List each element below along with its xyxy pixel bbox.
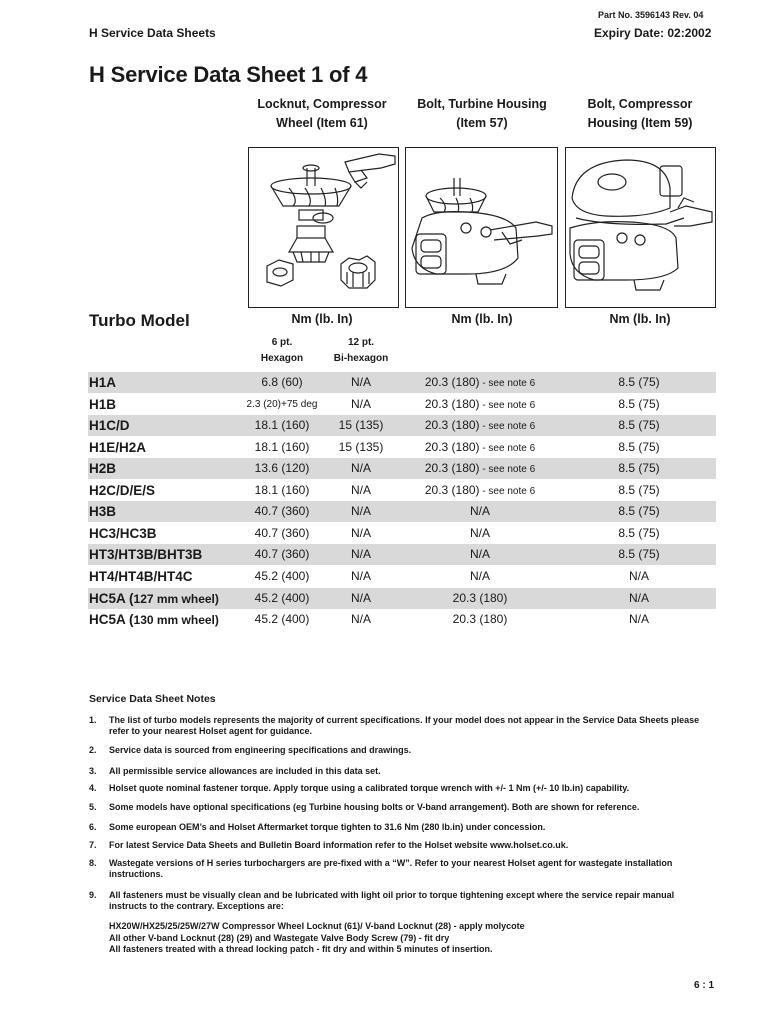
note-text: Wastegate versions of H series turbochargers are pre-fixed with a “W”. Refer to your nearest Holset agent for wastegate installation instructions. — [109, 858, 673, 879]
compressor-housing-drawing — [566, 148, 715, 307]
hexagon-cell: 40.7 (360) — [254, 504, 310, 518]
exception-line: All fasteners treated with a thread locking patch - fit dry and within 5 minutes of insertion. — [109, 944, 493, 954]
column-heading-locknut — [244, 95, 400, 133]
note-number: 1. — [89, 715, 97, 725]
model-cell: HT3/HT3B/BHT3B — [89, 547, 203, 562]
hexagon-cell: 45.2 (400) — [254, 591, 310, 605]
note-number: 3. — [89, 766, 97, 776]
subheading-hexagon — [232, 335, 332, 367]
turbine-bolt-cell — [398, 458, 562, 479]
subheading-line: Bi-hexagon — [333, 353, 389, 364]
note-reference: - see note 6 — [479, 400, 536, 411]
table-row — [88, 394, 716, 415]
note-reference: - see note 6 — [479, 464, 536, 475]
note-text: The list of turbo models represents the majority of current specifications. If your model does not appear in the Service Data Sheets please refer to your nearest Holset agent for guidance. — [109, 715, 700, 736]
bi-hexagon-cell: 15 (135) — [338, 440, 384, 454]
table-row — [88, 523, 716, 544]
bi-hexagon-cell: N/A — [350, 569, 371, 583]
turbine-bolt-cell — [398, 437, 562, 458]
hexagon-cell: 18.1 (160) — [254, 440, 310, 454]
note-number: 7. — [89, 840, 97, 850]
turbine-bolt-cell — [398, 394, 562, 415]
table-row — [88, 458, 716, 479]
note-number: 9. — [89, 890, 97, 900]
bi-hexagon-cell: N/A — [350, 375, 371, 389]
table-row — [88, 501, 716, 522]
column-heading-line: Bolt, Turbine Housing — [417, 97, 547, 111]
turbine-bolt-cell: N/A — [469, 526, 490, 540]
bi-hexagon-cell: N/A — [350, 483, 371, 497]
unit-label-locknut: Nm (lb. In) — [291, 312, 353, 326]
column-heading-line: (Item 57) — [456, 116, 508, 130]
hexagon-cell: 40.7 (360) — [254, 547, 310, 561]
model-name: HC5A ( — [89, 612, 134, 627]
note-number: 5. — [89, 802, 97, 812]
torque-value: 20.3 (180) — [424, 440, 480, 454]
compressor-bolt-cell: 8.5 (75) — [618, 483, 660, 497]
table-row — [88, 437, 716, 458]
unit-label-compressor: Nm (lb. In) — [609, 312, 671, 326]
column-heading-line: Wheel (Item 61) — [276, 116, 368, 130]
bi-hexagon-cell: N/A — [350, 526, 371, 540]
compressor-bolt-cell: 8.5 (75) — [618, 547, 660, 561]
bi-hexagon-cell: 15 (135) — [338, 418, 384, 432]
expiry-date: Expiry Date: 02:2002 — [594, 26, 712, 40]
note-text: For latest Service Data Sheets and Bulletin Board information refer to the Holset website www.holset.co.uk. — [109, 840, 569, 850]
unit-label-turbine: Nm (lb. In) — [451, 312, 513, 326]
exception-line: All other V-band Locknut (28) (29) and Wastegate Valve Body Screw (79) - fit dry — [109, 933, 450, 943]
model-cell: H3B — [89, 504, 117, 519]
compressor-bolt-cell: 8.5 (75) — [618, 461, 660, 475]
model-cell: HT4/HT4B/HT4C — [89, 569, 193, 584]
hexagon-cell: 45.2 (400) — [254, 612, 310, 626]
column-heading-turbine-bolt — [404, 95, 560, 133]
bi-hexagon-cell: N/A — [350, 504, 371, 518]
note-text: Some european OEM’s and Holset Aftermarket torque tighten to 31.6 Nm (280 lb.in) under concession. — [109, 822, 546, 832]
table-row — [88, 480, 716, 501]
torque-value: 20.3 (180) — [424, 397, 480, 411]
column-heading-compressor-bolt — [562, 95, 718, 133]
bi-hexagon-cell: N/A — [350, 397, 371, 411]
compressor-bolt-cell: N/A — [628, 612, 649, 626]
compressor-wheel-drawing — [249, 148, 398, 307]
part-number: Part No. 3596143 Rev. 04 — [598, 10, 704, 20]
wheel-size: 130 mm wheel) — [133, 613, 219, 627]
exception-line: HX20W/HX25/25/25W/27W Compressor Wheel Locknut (61)/ V-band Locknut (28) - apply molycote — [109, 921, 525, 931]
column-heading-line: Locknut, Compressor — [257, 97, 387, 111]
note-text: All fasteners must be visually clean and be lubricated with light oil prior to torque tightening except where the service repair manual instructs to the contrary. Exceptions are: — [109, 890, 675, 911]
compressor-bolt-cell: 8.5 (75) — [618, 440, 660, 454]
torque-value: 20.3 (180) — [424, 375, 480, 389]
table-row — [88, 566, 716, 587]
hexagon-cell: 45.2 (400) — [254, 569, 310, 583]
model-cell: HC3/HC3B — [89, 526, 157, 541]
compressor-bolt-cell: N/A — [628, 569, 649, 583]
compressor-bolt-cell: 8.5 (75) — [618, 397, 660, 411]
note-text: Some models have optional specifications (eg Turbine housing bolts or V-band arrangement). Both are shown for reference. — [109, 802, 640, 812]
model-cell: H2B — [89, 461, 117, 476]
column-heading-line: Bolt, Compressor — [587, 97, 693, 111]
column-heading-line: Housing (Item 59) — [587, 116, 693, 130]
turbine-bolt-cell: N/A — [469, 547, 490, 561]
bi-hexagon-cell: N/A — [350, 547, 371, 561]
note-reference: - see note 6 — [479, 486, 536, 497]
turbo-model-label: Turbo Model — [89, 311, 190, 330]
wheel-size: 127 mm wheel) — [133, 592, 219, 606]
torque-value: 20.3 (180) — [424, 483, 480, 497]
turbine-bolt-cell — [398, 372, 562, 393]
subheading-line: 12 pt. — [347, 337, 375, 348]
turbine-bolt-cell — [398, 480, 562, 501]
hexagon-cell: 18.1 (160) — [254, 418, 310, 432]
subheading-line: Hexagon — [260, 353, 304, 364]
bi-hexagon-cell: N/A — [350, 612, 371, 626]
page-title: H Service Data Sheet 1 of 4 — [89, 62, 368, 87]
model-cell: H1C/D — [89, 418, 130, 433]
turbine-bolt-cell: 20.3 (180) — [452, 591, 508, 605]
model-cell — [89, 588, 219, 609]
compressor-bolt-cell: 8.5 (75) — [618, 504, 660, 518]
hexagon-cell: 6.8 (60) — [261, 375, 303, 389]
note-reference: - see note 6 — [479, 443, 536, 454]
table-row — [88, 544, 716, 565]
note-number: 6. — [89, 822, 97, 832]
turbine-bolt-cell: N/A — [469, 569, 490, 583]
hexagon-cell: 2.3 (20)+75 deg — [246, 399, 318, 410]
compressor-housing-bolt-illustration — [565, 147, 716, 308]
torque-value: 20.3 (180) — [424, 418, 480, 432]
note-number: 8. — [89, 858, 97, 868]
header-title: H Service Data Sheets — [89, 26, 216, 40]
table-row — [88, 609, 716, 630]
note-reference: - see note 6 — [479, 421, 536, 432]
note-text: All permissible service allowances are included in this data set. — [109, 766, 381, 776]
note-reference: - see note 6 — [479, 378, 536, 389]
compressor-wheel-locknut-illustration — [248, 147, 399, 308]
hexagon-cell: 18.1 (160) — [254, 483, 310, 497]
notes-title: Service Data Sheet Notes — [89, 693, 216, 705]
table-row — [88, 415, 716, 436]
model-cell: H1E/H2A — [89, 440, 147, 455]
model-cell: H1A — [89, 375, 117, 390]
turbine-bolt-cell — [398, 415, 562, 436]
bi-hexagon-cell: N/A — [350, 591, 371, 605]
page-number: 6 : 1 — [694, 980, 715, 991]
hexagon-cell: 40.7 (360) — [254, 526, 310, 540]
note-number: 4. — [89, 783, 97, 793]
hexagon-cell: 13.6 (120) — [254, 461, 310, 475]
compressor-bolt-cell: 8.5 (75) — [618, 526, 660, 540]
compressor-bolt-cell: 8.5 (75) — [618, 418, 660, 432]
turbine-bolt-cell: N/A — [469, 504, 490, 518]
model-cell — [89, 609, 219, 630]
model-cell: H2C/D/E/S — [89, 483, 156, 498]
table-row — [88, 588, 716, 609]
model-name: HC5A ( — [89, 591, 134, 606]
turbine-bolt-cell: 20.3 (180) — [452, 612, 508, 626]
compressor-bolt-cell: 8.5 (75) — [618, 375, 660, 389]
subheading-line: 6 pt. — [271, 337, 293, 348]
compressor-bolt-cell: N/A — [628, 591, 649, 605]
turbine-housing-bolt-illustration — [405, 147, 558, 308]
subheading-bi-hexagon — [321, 335, 401, 367]
bi-hexagon-cell: N/A — [350, 461, 371, 475]
note-number: 2. — [89, 745, 97, 755]
note-text: Holset quote nominal fastener torque. Apply torque using a calibrated torque wrench with +/- 1 Nm (+/- 10 lb.in) capability. — [109, 783, 630, 793]
note-text: Service data is sourced from engineering specifications and drawings. — [109, 745, 412, 755]
table-row — [88, 372, 716, 393]
model-cell: H1B — [89, 397, 117, 412]
turbine-housing-drawing — [406, 148, 557, 307]
torque-value: 20.3 (180) — [424, 461, 480, 475]
